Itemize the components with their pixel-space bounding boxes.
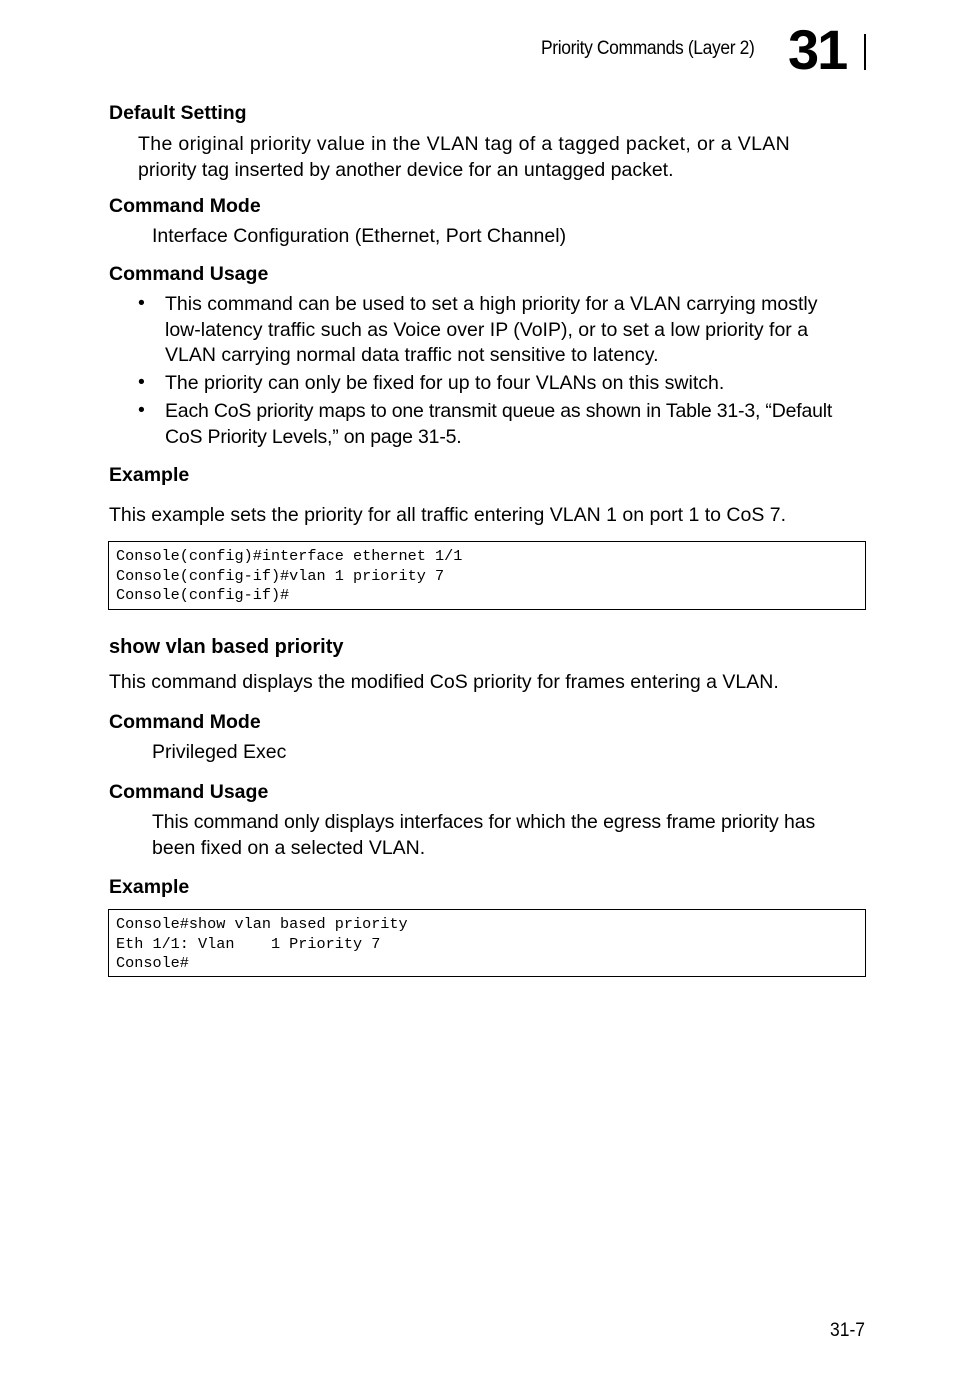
example-heading: Example — [109, 876, 190, 898]
command-mode-text: Interface Configuration (Ethernet, Port Channel) — [152, 225, 567, 247]
command-mode-heading: Command Mode — [109, 195, 261, 217]
bullet-text-line: VLAN carrying normal data traffic not sensitive to latency. — [165, 344, 659, 366]
bullet-text-line: The priority can only be fixed for up to four VLANs on this switch. — [165, 372, 725, 394]
command-description: This command displays the modified CoS priority for frames entering a VLAN. — [109, 671, 779, 693]
code-line: Console#show vlan based priority — [116, 915, 408, 933]
command-mode-text: Privileged Exec — [152, 741, 287, 763]
page-number: 31-7 — [830, 1320, 865, 1341]
example-heading: Example — [109, 464, 190, 486]
running-header-title: Priority Commands (Layer 2) — [541, 38, 755, 59]
chapter-number: 31 — [788, 18, 847, 81]
bullet-icon: • — [138, 371, 145, 393]
bullet-text-line: CoS Priority Levels,” on page 31-5. — [165, 425, 462, 448]
bullet-text-line: Each CoS priority maps to one transmit queue as shown in Table 31-3, “Default — [165, 400, 833, 422]
command-usage-heading: Command Usage — [109, 263, 269, 285]
code-line: Console(config-if)#vlan 1 priority 7 — [116, 566, 445, 585]
default-setting-heading: Default Setting — [109, 102, 247, 124]
code-line: Console# — [116, 954, 189, 972]
bullet-icon: • — [138, 399, 145, 421]
command-mode-heading: Command Mode — [109, 711, 261, 733]
example-description: This example sets the priority for all traffic entering VLAN 1 on port 1 to CoS 7. — [109, 504, 787, 526]
bullet-icon: • — [138, 292, 145, 314]
bullet-text-line: low-latency traffic such as Voice over IP (VoIP), or to set a low priority for a — [165, 318, 809, 341]
bullet-text-line: This command can be used to set a high priority for a VLAN carrying mostly — [165, 293, 818, 315]
code-line: Console(config)#interface ethernet 1/1 — [116, 547, 463, 565]
default-setting-text: The original priority value in the VLAN tag of a tagged packet, or a VLAN priority tag inserted by another device for an untagged packet. — [138, 133, 791, 181]
command-usage-text: This command only displays interfaces for which the egress frame priority has been fixed on a selected VLAN. — [152, 811, 816, 859]
command-title: show vlan based priority — [109, 636, 344, 658]
code-line: Console(config-if)# — [116, 586, 290, 604]
code-example-block — [108, 909, 866, 977]
code-line: Eth 1/1: Vlan 1 Priority 7 — [116, 934, 381, 953]
chapter-divider — [864, 34, 866, 70]
command-usage-heading: Command Usage — [109, 781, 269, 803]
code-example-block — [108, 541, 866, 610]
